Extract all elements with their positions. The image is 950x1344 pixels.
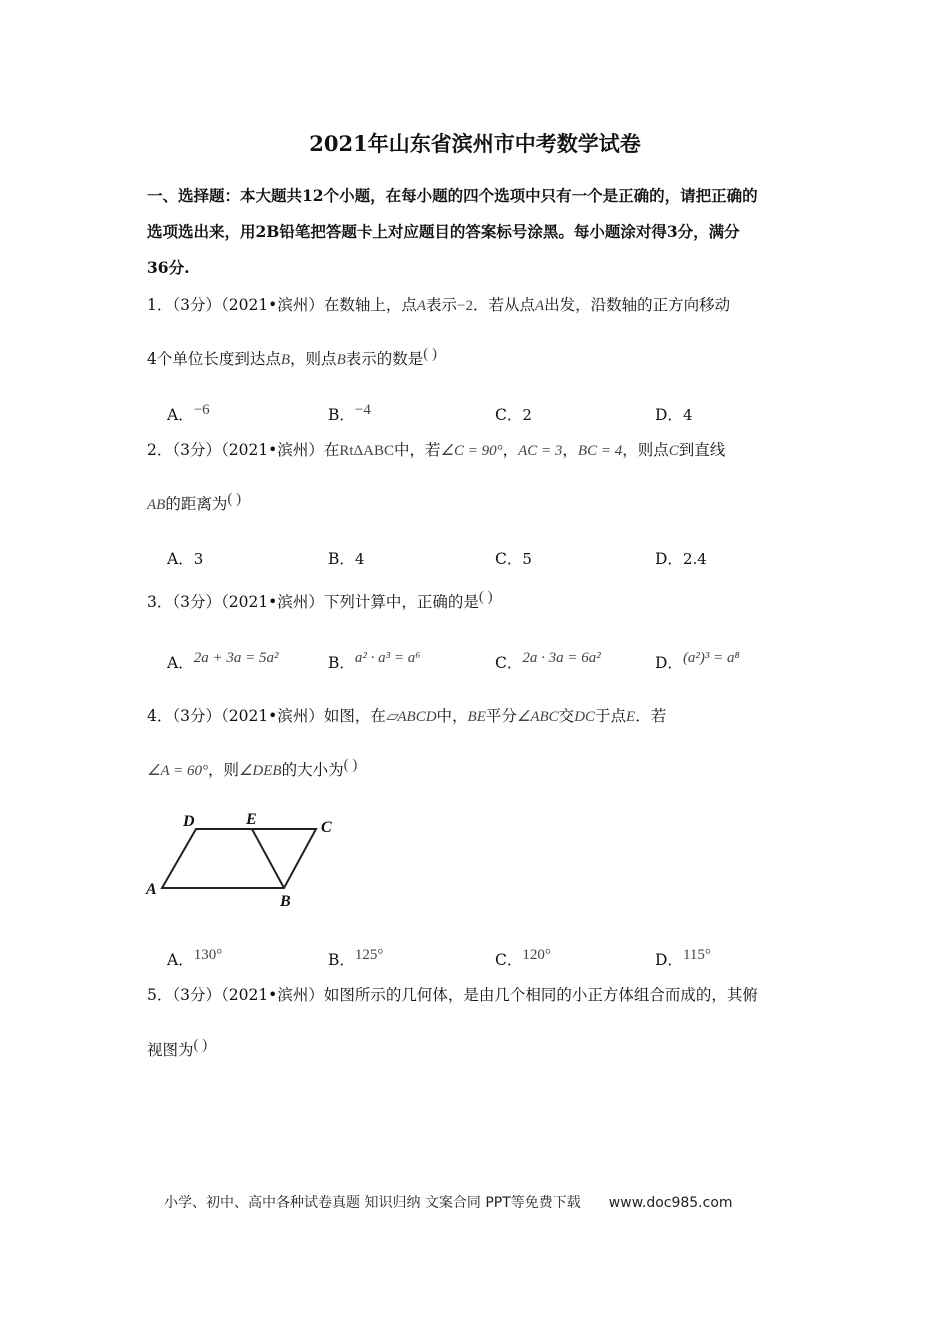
question-3-line-1: 3．（3分）（2021•滨州）下列计算中，正确的是( ) <box>147 589 493 611</box>
q1-option-d: D．4 <box>655 406 693 424</box>
question-4-line-2: ∠A = 60°，则∠DEB的大小为( ) <box>147 757 358 779</box>
page-title: 2021年山东省滨州市中考数学试卷 <box>309 131 641 156</box>
q4-option-b: B．125° <box>328 947 384 969</box>
q1-option-a: A．−6 <box>167 402 210 424</box>
section-heading-line-1: 一、选择题：本大题共12个小题，在每小题的四个选项中只有一个是正确的，请把正确的 <box>147 186 758 205</box>
section-heading-line-2: 选项选出来，用2B铅笔把答题卡上对应题目的答案标号涂黑。每小题涂对得3分，满分 <box>147 222 740 241</box>
q2-option-a: A．3 <box>167 550 204 568</box>
section-heading-line-3: 36分. <box>147 258 190 277</box>
question-number: 2． <box>147 441 173 459</box>
question-5-line-2: 视图为( ) <box>147 1037 208 1059</box>
parallelogram-figure <box>140 806 350 912</box>
q4-option-d: D．115° <box>655 947 711 969</box>
footer-text: 小学、初中、高中各种试卷真题 知识归纳 文案合同 PPT等免费下载 <box>164 1195 581 1211</box>
question-2-line-1: 2．（3分）（2021•滨州）在RtΔABC中，若∠C = 90°，AC = 3，BC = 4，则点C到直线 <box>147 441 726 459</box>
q3-option-d: D．(a²)³ = a⁸ <box>655 650 740 672</box>
question-number: 1． <box>147 296 173 314</box>
question-5-line-1: 5．（3分）（2021•滨州）如图所示的几何体，是由几个相同的小正方体组合而成的，其俯 <box>147 986 758 1004</box>
question-number: 4． <box>147 707 173 725</box>
question-2-line-2: AB的距离为( ) <box>147 491 242 513</box>
label-a: A <box>146 881 157 898</box>
question-1-line-1: 1．（3分）（2021•滨州）在数轴上，点A表示−2．若从点A出发，沿数轴的正方向移动 <box>147 296 731 314</box>
q3-option-a: A．2a + 3a = 5a² <box>167 650 279 672</box>
answer-blank: ( ) <box>478 589 493 605</box>
question-1-line-2: 4个单位长度到达点B，则点B表示的数是( ) <box>147 346 437 368</box>
q2-option-d: D．2.4 <box>655 550 707 568</box>
answer-blank: ( ) <box>227 491 242 507</box>
q1-option-c: C．2 <box>495 406 532 424</box>
label-d: D <box>183 813 195 830</box>
q2-option-b: B．4 <box>328 550 365 568</box>
question-number: 5． <box>147 986 173 1004</box>
page-footer <box>164 1192 733 1212</box>
label-e: E <box>246 811 257 828</box>
question-number: 3． <box>147 593 173 611</box>
question-4-line-1: 4．（3分）（2021•滨州）如图，在▱ABCD中，BE平分∠ABC交DC于点E．若 <box>147 707 667 725</box>
q4-option-c: C．120° <box>495 947 551 969</box>
q1-option-b: B．−4 <box>328 402 371 424</box>
answer-blank: ( ) <box>193 1037 208 1053</box>
footer-website-link[interactable]: www.doc985.com <box>608 1195 733 1211</box>
label-c: C <box>321 819 332 836</box>
parallelogram-abcd <box>162 829 316 888</box>
answer-blank: ( ) <box>423 346 437 362</box>
q3-option-c: C．2a · 3a = 6a² <box>495 650 601 672</box>
label-b: B <box>280 893 291 910</box>
answer-blank: ( ) <box>343 757 358 773</box>
q3-option-b: B．a² · a³ = a⁶ <box>328 650 421 672</box>
q4-option-a: A．130° <box>167 947 223 969</box>
segment-be <box>252 829 284 888</box>
q2-option-c: C．5 <box>495 550 532 568</box>
